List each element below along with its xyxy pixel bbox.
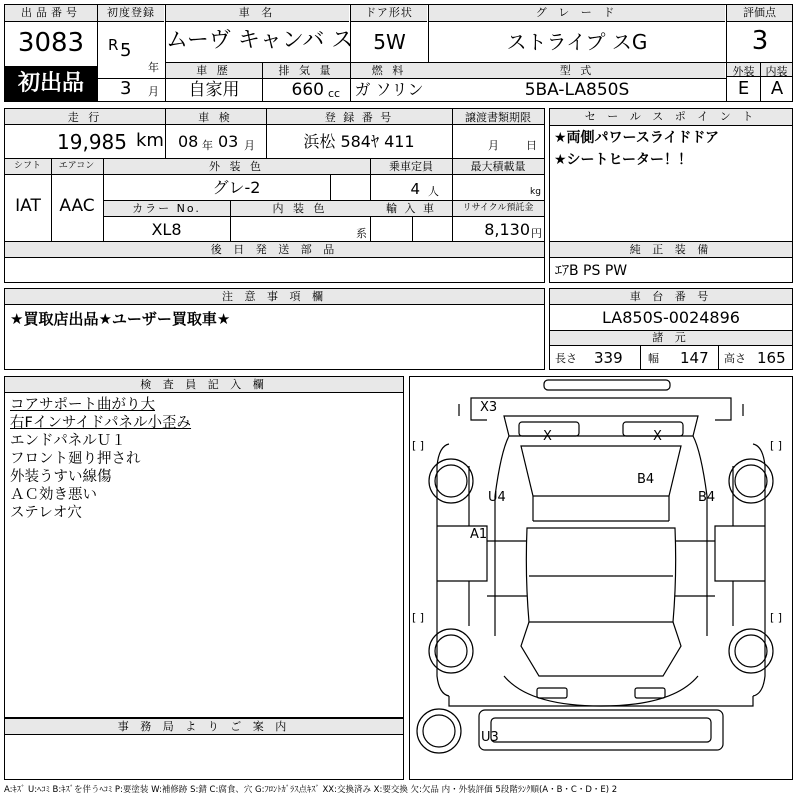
inspector-label: 検 査 員 記 入 欄 [5, 377, 403, 393]
reg-year-unit: 年 [148, 61, 159, 74]
first-reg-label: 初度登録 [98, 5, 164, 22]
int-label: 内装 [761, 63, 792, 77]
caution-value: ★買取店出品★ユーザー買取車★ [10, 310, 231, 328]
equipment-value: ｴｱB PS PW [555, 263, 628, 279]
displacement: 660 [291, 80, 324, 100]
reg-month-unit: 月 [148, 85, 159, 98]
history: 自家用 [188, 80, 240, 100]
sales-points-box [549, 108, 793, 242]
shift-label: シフト [13, 161, 41, 171]
damage-mark-u4: U4 [488, 490, 506, 505]
bracket-right-bottom: [ ] [770, 611, 783, 624]
displacement-label: 排 気 量 [278, 64, 334, 77]
transfer-month: 月 [488, 139, 499, 152]
length-label: 長さ [555, 352, 577, 365]
model-label: 型 式 [559, 64, 595, 77]
score-label: 評価点 [727, 5, 792, 22]
capacity-unit: 人 [428, 185, 439, 198]
reg-year: 5 [120, 40, 132, 61]
inspection-month: 03 [218, 132, 239, 151]
equipment-label: 純 正 装 備 [550, 242, 792, 258]
grade-label: グ レ ー ド [429, 5, 725, 22]
grade: ストライプ スG [506, 30, 648, 54]
note-line: フロント廻り押され [10, 451, 141, 467]
import-label: 輸 入 車 [386, 202, 436, 215]
caution-label: 注 意 事 項 欄 [5, 289, 544, 305]
dims-label: 諸 元 [550, 331, 792, 346]
inspector-notes [10, 396, 191, 522]
reg-month: 3 [120, 78, 132, 99]
score: 3 [751, 26, 769, 56]
first-listing-badge: 初出品 [5, 66, 97, 101]
height-value: 165 [757, 349, 786, 367]
exterior-color: グレ-2 [212, 178, 261, 197]
chassis-number: LA850S-0024896 [602, 308, 740, 327]
load-unit: kg [530, 187, 541, 197]
later-parts-label: 後 日 発 送 部 品 [5, 242, 544, 258]
recycle-label: リサイクル預託金 [462, 203, 534, 213]
mileage-label: 走 行 [67, 111, 103, 124]
note-line: 外装うすい線傷 [10, 469, 112, 485]
legend: A:ｷｽﾞ U:ﾍｺﾐ B:ｷｽﾞを伴うﾍｺﾐ P:要塗装 W:補修跡 S:錆 C:腐食、穴 G:ﾌﾛﾝﾄｶﾞﾗｽ点ｷｽﾞ XX:交換済み X:要交換 欠:欠品 内・外装評価 5段階ﾗﾝｸ順(A・B・C・D・E) 2 [4, 785, 618, 795]
model: 5BA-LA850S [524, 80, 630, 100]
inspection-year: 08 [178, 132, 199, 151]
recycle-fee: 8,130 [484, 220, 530, 239]
int-score: A [770, 78, 784, 99]
mileage: 19,985 [57, 130, 127, 154]
plate-label: 登 録 番 号 [324, 111, 394, 124]
car-name: ムーヴ キャンバ ス [166, 28, 354, 53]
width-value: 147 [680, 349, 709, 367]
mileage-unit: km [136, 130, 164, 151]
note-line: ステレオ穴 [10, 505, 82, 521]
interior-color-label: 内 装 色 [272, 202, 328, 215]
displacement-unit: cc [328, 87, 341, 100]
inspection-month-unit: 月 [244, 139, 255, 152]
damage-mark-x-right: X [653, 429, 662, 444]
height-label: 高さ [724, 352, 746, 365]
lot-number: 3083 [17, 28, 85, 58]
door-type: 5W [373, 30, 406, 54]
capacity: 4 [410, 180, 420, 198]
ext-score: E [737, 78, 750, 99]
damage-mark-b4-center: B4 [637, 472, 655, 487]
load-label: 最大積載量 [470, 160, 526, 173]
capacity-label: 乗車定員 [389, 160, 433, 173]
door-label: ドア形状 [351, 5, 427, 22]
note-line: コアサポート曲がり大 [10, 397, 155, 413]
damage-mark-b4-right: B4 [698, 490, 716, 505]
fuel-label: 燃 料 [371, 64, 407, 77]
note-line: 右Fインサイドパネル小歪み [10, 415, 192, 431]
damage-mark-x-left: X [543, 429, 552, 444]
sales-point-1: ★両側パワースライドドア [554, 130, 720, 146]
ac: AAC [59, 196, 95, 216]
chassis-label: 車 台 番 号 [550, 289, 792, 305]
history-label: 車 歴 [196, 64, 231, 77]
bracket-right-top: [ ] [770, 439, 783, 452]
shift: IAT [15, 196, 41, 216]
ac-label: エアコン [58, 161, 95, 171]
office-label: 事 務 局 よ り ご 案 内 [5, 719, 403, 735]
bracket-left-top: [ ] [412, 439, 425, 452]
length-value: 339 [594, 349, 623, 367]
plate-number: 浜松 584ﾔ 411 [303, 132, 415, 151]
inspection-year-unit: 年 [202, 139, 213, 152]
damage-mark-a1: A1 [470, 527, 488, 542]
note-line: エンドパネルＵ１ [10, 433, 126, 449]
recycle-unit: 円 [531, 227, 542, 240]
color-label: 外 装 色 [209, 160, 264, 173]
bracket-left-bottom: [ ] [412, 611, 425, 624]
note-line: ＡＣ効き悪い [10, 487, 97, 503]
transfer-label: 譲渡書類期限 [465, 111, 531, 124]
lot-label: 出品番号 [5, 5, 97, 22]
interior-color-unit: 系 [356, 227, 367, 240]
transfer-day: 日 [526, 139, 537, 152]
car-name-label: 車 名 [166, 5, 349, 22]
fuel: ガ ソリン [354, 80, 424, 99]
damage-mark-u3: U3 [481, 730, 499, 745]
width-label: 幅 [648, 352, 659, 365]
car-diagram-drawing [409, 376, 793, 780]
sales-points-label: セ ー ル ス ポ イ ン ト [550, 109, 792, 126]
reg-era: R [108, 36, 119, 54]
inspection-label: 車 検 [198, 111, 233, 124]
damage-mark-x3: X3 [480, 400, 498, 415]
ext-label: 外装 [727, 63, 760, 77]
color-number: XL8 [151, 220, 182, 239]
sales-point-2: ★シートヒーター！！ [554, 152, 692, 168]
colorno-label: カラー No. [132, 202, 201, 215]
